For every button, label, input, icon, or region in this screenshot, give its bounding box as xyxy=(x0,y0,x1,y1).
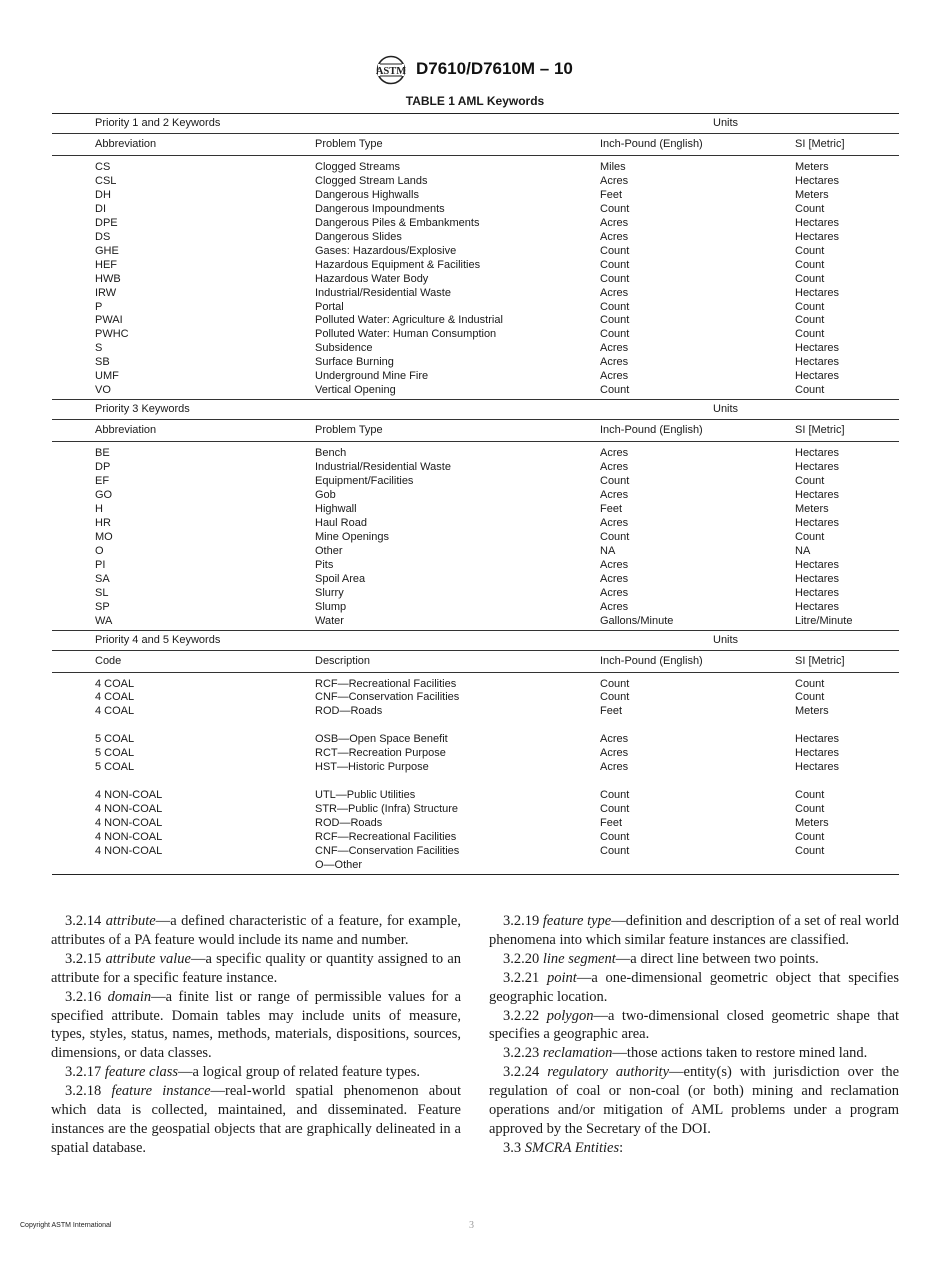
table-cell: 4 NON-COAL xyxy=(95,844,163,857)
column-header: Abbreviation xyxy=(95,424,157,437)
table-cell: 4 NON-COAL xyxy=(95,817,163,829)
table-cell: Count xyxy=(795,202,825,215)
page-number: 3 xyxy=(469,1220,474,1231)
table-cell: Acres xyxy=(600,356,629,369)
table-cell: 4 COAL xyxy=(95,691,135,704)
table-cell: Hectares xyxy=(795,747,840,760)
table-rule xyxy=(52,441,899,442)
table-cell: 4 NON-COAL xyxy=(95,830,163,843)
table-cell: Feet xyxy=(600,502,623,515)
table-cell: SA xyxy=(95,572,110,585)
table-cell: Hectares xyxy=(795,461,840,474)
defined-term: attribute value xyxy=(105,950,191,967)
table-cell: Hectares xyxy=(795,733,840,746)
definition-paragraph xyxy=(489,912,899,950)
table-cell: Count xyxy=(795,844,825,857)
table-cell: Equipment/Facilities xyxy=(315,475,414,488)
table-cell: 4 COAL xyxy=(95,677,135,690)
table-cell: DP xyxy=(95,461,111,474)
definition-paragraph xyxy=(51,988,461,1064)
table-cell: Feet xyxy=(600,817,623,829)
table-cell: Hectares xyxy=(795,572,840,585)
table-cell: Feet xyxy=(600,705,623,718)
table-cell: Count xyxy=(600,691,630,704)
table-cell: Meters xyxy=(795,161,829,173)
definition-text: —those actions taken to restore mined land. xyxy=(612,1045,868,1062)
table-cell: NA xyxy=(795,544,811,557)
table-cell: P xyxy=(95,300,103,313)
table-cell: Industrial/Residential Waste xyxy=(315,461,451,474)
table-cell: Count xyxy=(795,530,825,543)
definition-text: —a direct line between two points. xyxy=(615,950,819,967)
definition-text: : xyxy=(619,1139,624,1156)
table-cell: NA xyxy=(600,544,616,557)
table-cell: Count xyxy=(600,475,630,488)
defined-term: point xyxy=(547,969,577,986)
table-cell: GO xyxy=(95,489,113,501)
units-heading: Units xyxy=(713,117,739,129)
table-cell: UMF xyxy=(95,370,119,383)
table-cell: Hectares xyxy=(795,216,840,229)
table-cell: Other xyxy=(315,544,343,557)
definition-text: —definition and description of a set of real world phenomena into which similar feature instances are classified. xyxy=(489,913,899,948)
table-cell: Vertical Opening xyxy=(315,384,396,397)
table-cell: STR—Public (Infra) Structure xyxy=(315,803,459,816)
definition-paragraph xyxy=(51,1082,461,1158)
table-cell: Dangerous Piles & Embankments xyxy=(315,216,480,229)
table-cell: Pits xyxy=(315,558,334,571)
table-rule xyxy=(52,650,899,651)
table-cell: Acres xyxy=(600,600,629,613)
definition-text: —a logical group of related feature types. xyxy=(178,1064,421,1081)
table-cell: Slurry xyxy=(315,586,344,599)
body-column-left xyxy=(51,912,461,1158)
table-cell: ROD—Roads xyxy=(315,817,383,829)
definition-text: —a defined characteristic of a feature, for example, attributes of a PA feature would include its name and number. xyxy=(51,913,461,948)
table-cell: Hectares xyxy=(795,342,840,355)
table-cell: Count xyxy=(795,691,825,704)
table-cell: Acres xyxy=(600,747,629,760)
table-cell: VO xyxy=(95,384,111,397)
defined-term: feature class xyxy=(104,1064,179,1081)
table-cell: Acres xyxy=(600,370,629,383)
table-cell: Meters xyxy=(795,502,829,515)
table-cell: Count xyxy=(795,803,825,816)
table-cell: DS xyxy=(95,230,111,243)
table-cell: Count xyxy=(795,244,825,257)
table-cell: 4 COAL xyxy=(95,705,135,718)
table-cell: Hectares xyxy=(795,489,840,501)
table-cell: Count xyxy=(600,844,630,857)
table-cell: Hectares xyxy=(795,174,840,187)
table-rule xyxy=(52,155,899,156)
table-cell: Hectares xyxy=(795,586,840,599)
table-cell: Count xyxy=(600,830,630,843)
definition-paragraph xyxy=(51,1063,461,1082)
table-cell: Hectares xyxy=(795,558,840,571)
body-column-right xyxy=(489,912,899,1158)
section-heading: Priority 1 and 2 Keywords xyxy=(95,117,221,129)
table-cell: Acres xyxy=(600,572,629,585)
table-cell: BE xyxy=(95,447,110,460)
column-header: Problem Type xyxy=(315,424,383,437)
table-cell: Acres xyxy=(600,586,629,599)
table-cell: Count xyxy=(600,258,630,271)
section-number: 3.3 xyxy=(503,1139,522,1156)
table-cell: Count xyxy=(600,384,630,397)
table-cell: Hazardous Water Body xyxy=(315,272,429,285)
aml-keywords-table xyxy=(52,113,899,875)
definition-paragraph xyxy=(489,969,899,1007)
units-heading: Units xyxy=(713,633,739,646)
table-cell: CS xyxy=(95,161,111,173)
table-cell: Hectares xyxy=(795,230,840,243)
table-cell: Count xyxy=(795,300,825,313)
table-cell: PI xyxy=(95,558,106,571)
table-cell: Highwall xyxy=(315,502,357,515)
defined-term: line segment xyxy=(542,950,616,967)
table-cell: DH xyxy=(95,188,111,201)
table-cell: Count xyxy=(600,530,630,543)
table-cell: Industrial/Residential Waste xyxy=(315,286,451,299)
table-cell: Meters xyxy=(795,817,829,829)
table-cell: Polluted Water: Human Consumption xyxy=(315,328,497,341)
table-cell: SL xyxy=(95,586,109,599)
table-cell: HWB xyxy=(95,272,121,285)
table-rule xyxy=(52,874,899,875)
definition-paragraph xyxy=(51,912,461,950)
table-cell: Count xyxy=(795,830,825,843)
defined-term: domain xyxy=(107,988,152,1005)
defined-term: regulatory authority xyxy=(547,1064,670,1081)
table-cell: PWAI xyxy=(95,314,123,327)
defined-term: polygon xyxy=(546,1007,594,1024)
table-cell: Acres xyxy=(600,516,629,529)
section-number: 3.2.18 xyxy=(65,1083,102,1100)
table-cell: Count xyxy=(600,677,630,690)
defined-term: reclamation xyxy=(542,1045,613,1062)
definition-text: —a one-dimensional geometric object that specifies geographic location. xyxy=(489,969,900,1005)
table-rule xyxy=(52,133,899,134)
astm-logo-icon xyxy=(373,55,409,85)
table-cell: Acres xyxy=(600,489,629,501)
table-cell: Count xyxy=(600,300,630,313)
column-header: Description xyxy=(315,654,371,667)
table-cell: Gallons/Minute xyxy=(600,614,674,627)
table-cell: Count xyxy=(600,202,630,215)
table-cell: Polluted Water: Agriculture & Industrial xyxy=(315,314,503,327)
table-cell: Acres xyxy=(600,761,629,774)
section-number: 3.2.14 xyxy=(65,913,102,929)
table-cell: Acres xyxy=(600,286,629,299)
table-cell: Hectares xyxy=(795,600,840,613)
table-cell: Count xyxy=(795,272,825,285)
table-cell: HEF xyxy=(95,258,117,271)
table-cell: Dangerous Slides xyxy=(315,230,402,243)
table-cell: 5 COAL xyxy=(95,747,135,760)
table-cell: SB xyxy=(95,356,110,369)
table-cell: CNF—Conservation Facilities xyxy=(315,844,460,857)
definition-paragraph xyxy=(489,950,899,969)
table-cell: Clogged Streams xyxy=(315,161,400,173)
table-cell: Hectares xyxy=(795,761,840,774)
table-cell: Acres xyxy=(600,733,629,746)
column-header: Code xyxy=(95,654,122,667)
table-cell: Count xyxy=(795,384,825,397)
table-cell: O xyxy=(95,544,104,557)
table-cell: Meters xyxy=(795,188,829,201)
table-cell: IRW xyxy=(95,286,117,299)
table-cell: Count xyxy=(795,328,825,341)
table-cell: RCF—Recreational Facilities xyxy=(315,677,457,690)
table-cell: Haul Road xyxy=(315,516,367,529)
table-cell: EF xyxy=(95,475,110,488)
section-heading: Priority 4 and 5 Keywords xyxy=(95,633,221,646)
table-rule xyxy=(52,419,899,420)
table-cell: Hectares xyxy=(795,516,840,529)
table-cell: UTL—Public Utilities xyxy=(315,789,416,802)
table-rule xyxy=(52,672,899,673)
table-cell: Hazardous Equipment & Facilities xyxy=(315,258,481,271)
table-cell: Spoil Area xyxy=(315,572,366,585)
table-cell: Acres xyxy=(600,461,629,474)
table-cell: Meters xyxy=(795,705,829,718)
table-rule xyxy=(52,113,899,114)
table-cell: RCT—Recreation Purpose xyxy=(315,747,446,760)
section-number: 3.2.21 xyxy=(503,969,540,986)
copyright-footer: Copyright ASTM International xyxy=(20,1222,112,1229)
table-cell: Count xyxy=(795,258,825,271)
table-cell: Portal xyxy=(315,300,344,313)
page-header xyxy=(0,55,950,85)
table-cell: Bench xyxy=(315,447,347,460)
definition-paragraph xyxy=(489,1007,899,1045)
table-cell: Miles xyxy=(600,161,626,173)
column-header: Problem Type xyxy=(315,138,383,150)
table-cell: 4 NON-COAL xyxy=(95,803,163,816)
section-heading: Priority 3 Keywords xyxy=(95,403,190,416)
definition-text: —a two-dimensional closed geometric shape that specifies a geographic area. xyxy=(489,1007,900,1043)
table-rule xyxy=(52,630,899,631)
section-number: 3.2.15 xyxy=(65,950,102,967)
table-cell: Acres xyxy=(600,230,629,243)
table-cell: Slump xyxy=(315,600,347,613)
table-cell: DPE xyxy=(95,216,118,229)
table-cell: Count xyxy=(600,272,630,285)
table-cell: CNF—Conservation Facilities xyxy=(315,691,460,704)
table-cell: Mine Openings xyxy=(315,530,389,543)
table-rule xyxy=(52,399,899,400)
table-cell: DI xyxy=(95,202,106,215)
table-cell: HR xyxy=(95,516,111,529)
table-cell: Acres xyxy=(600,216,629,229)
table-cell: Count xyxy=(600,328,630,341)
table-cell: Count xyxy=(795,475,825,488)
table-cell: Hectares xyxy=(795,286,840,299)
table-cell: Clogged Stream Lands xyxy=(315,174,428,187)
definition-paragraph xyxy=(51,950,461,988)
table-title: TABLE 1 AML Keywords xyxy=(405,94,545,108)
section-number: 3.2.23 xyxy=(503,1045,540,1062)
defined-term: feature type xyxy=(542,913,612,929)
column-header: Inch-Pound (English) xyxy=(600,138,703,150)
table-cell: O—Other xyxy=(315,858,363,871)
table-cell: Underground Mine Fire xyxy=(315,370,429,383)
table-cell: Acres xyxy=(600,174,629,187)
svg-text:ASTM: ASTM xyxy=(375,66,407,77)
table-cell: Count xyxy=(795,314,825,327)
table-cell: Count xyxy=(795,789,825,802)
table-cell: PWHC xyxy=(95,328,129,341)
document-id: D7610/D7610M – 10 xyxy=(416,59,573,78)
column-header: Inch-Pound (English) xyxy=(600,654,703,667)
table-cell: 5 COAL xyxy=(95,733,135,746)
table-cell: Count xyxy=(600,803,630,816)
table-cell: SP xyxy=(95,600,110,613)
definition-paragraph xyxy=(489,1044,899,1063)
table-cell: Acres xyxy=(600,447,629,460)
table-cell: MO xyxy=(95,530,113,543)
defined-term: SMCRA Entities xyxy=(524,1139,620,1156)
definition-paragraph xyxy=(489,1139,899,1158)
table-cell: Hectares xyxy=(795,370,840,383)
section-number: 3.2.17 xyxy=(65,1064,102,1081)
table-cell: RCF—Recreational Facilities xyxy=(315,830,457,843)
definition-text: —entity(s) with jurisdiction over the regulation of coal or non-coal (or both) mining and reclamation operations and/or mitigation of AML problems under a program approved by the Secretary of the DOI. xyxy=(489,1064,900,1137)
table-cell: Gases: Hazardous/Explosive xyxy=(315,244,457,257)
table-cell: Subsidence xyxy=(315,342,373,355)
table-cell: H xyxy=(95,502,103,515)
table-cell: Acres xyxy=(600,558,629,571)
table-cell: Water xyxy=(315,614,344,627)
section-number: 3.2.20 xyxy=(503,950,540,967)
table-cell: Acres xyxy=(600,342,629,355)
definition-text: —real-world spatial phenomenon about which data is collected, maintained, and disseminated. Feature instances are the geospatial objects that are graphically delineated in a spatial database. xyxy=(51,1083,462,1156)
column-header: SI [Metric] xyxy=(795,138,845,150)
table-cell: Dangerous Highwalls xyxy=(315,188,419,201)
section-number: 3.2.22 xyxy=(503,1007,540,1024)
table-cell: 4 NON-COAL xyxy=(95,789,163,802)
table-cell: Surface Burning xyxy=(315,356,394,369)
table-cell: Feet xyxy=(600,188,623,201)
definition-paragraph xyxy=(489,1063,899,1139)
table-cell: Gob xyxy=(315,489,336,501)
table-cell: S xyxy=(95,342,103,355)
table-cell: CSL xyxy=(95,174,117,187)
table-cell: Dangerous Impoundments xyxy=(315,202,445,215)
defined-term: feature instance xyxy=(111,1083,211,1100)
definition-text: —a specific quality or quantity assigned to an attribute for a specific feature instance. xyxy=(51,950,462,986)
table-cell: HST—Historic Purpose xyxy=(315,761,429,774)
column-header: SI [Metric] xyxy=(795,424,845,437)
column-header: Abbreviation xyxy=(95,138,157,150)
table-cell: Count xyxy=(795,677,825,690)
table-cell: Litre/Minute xyxy=(795,614,853,627)
table-cell: Count xyxy=(600,789,630,802)
table-cell: WA xyxy=(95,614,113,627)
table-cell: 5 COAL xyxy=(95,761,135,774)
definition-text: —a finite list or range of permissible values for a specified attribute. Domain tables may include units of measure, types, styles, status, names, methods, materials, dispositions, sources, dimensions, or data classes. xyxy=(51,988,462,1062)
section-number: 3.2.24 xyxy=(503,1064,540,1081)
table-cell: ROD—Roads xyxy=(315,705,383,718)
table-cell: Hectares xyxy=(795,356,840,369)
table-cell: Count xyxy=(600,244,630,257)
column-header: Inch-Pound (English) xyxy=(600,424,703,437)
section-number: 3.2.16 xyxy=(65,988,102,1005)
table-cell: Hectares xyxy=(795,447,840,460)
table-cell: OSB—Open Space Benefit xyxy=(315,733,448,746)
defined-term: attribute xyxy=(105,913,156,929)
section-number: 3.2.19 xyxy=(503,913,540,929)
table-cell: Count xyxy=(600,314,630,327)
table-cell: GHE xyxy=(95,244,119,257)
column-header: SI [Metric] xyxy=(795,654,845,667)
units-heading: Units xyxy=(713,403,739,416)
